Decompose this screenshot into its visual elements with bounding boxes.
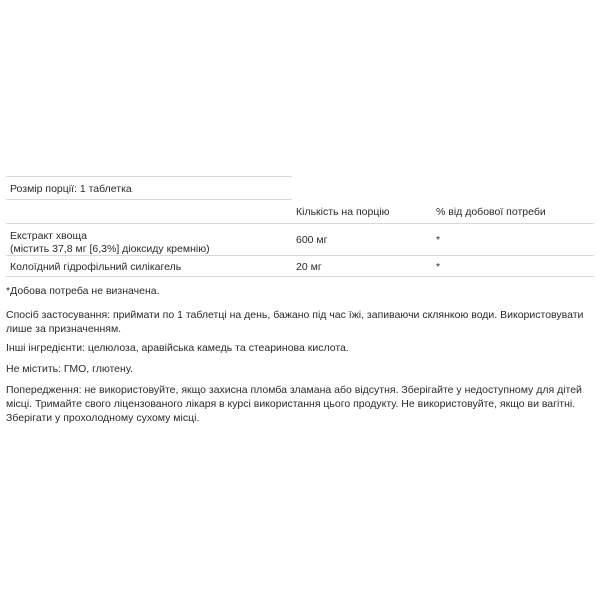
free-of-note: Не містить: ГМО, глютену. — [6, 363, 133, 375]
usage-instructions: Спосіб застосування: приймати по 1 таблетці на день, бажано під час їжі, запиваючи склянкою води. Використовувати лише за призначенням. — [6, 309, 584, 335]
ingredient-daily-value: * — [436, 234, 441, 246]
table-header-row — [6, 200, 594, 224]
ingredient-detail: (містить 37,8 мг [6,3%] діоксиду кремнію) — [10, 243, 210, 255]
other-ingredients: Інші інгредієнти: целюлоза, аравійська камедь та стеаринова кислота. — [6, 342, 349, 354]
ingredient-name: Колоїдний гідрофільний силікагель — [10, 261, 182, 273]
ingredient-title: Екстракт хвоща — [10, 230, 87, 242]
daily-value-note: *Добова потреба не визначена. — [6, 285, 160, 297]
serving-size: Розмір порції: 1 таблетка — [6, 176, 292, 200]
ingredient-daily-value: * — [436, 261, 441, 273]
daily-value-header: % від добової потреби — [436, 206, 546, 218]
table-row — [6, 224, 594, 256]
ingredient-amount: 20 мг — [296, 261, 322, 273]
ingredient-name — [10, 230, 210, 256]
warning-text: Попередження: не використовуйте, якщо захисна пломба зламана або відсутня. Зберігайте у недоступному для дітей місці. Тримайте свого ліцензованого лікаря в курсі використання цього продукту. Не використовуйте, якщо ви вагітні. Зберігати у прохолодному сухому місці. — [6, 384, 582, 424]
ingredient-amount: 600 мг — [296, 234, 328, 246]
table-row — [6, 256, 594, 277]
supplement-facts-table — [6, 176, 594, 277]
amount-header: Кількість на порцію — [296, 206, 390, 218]
